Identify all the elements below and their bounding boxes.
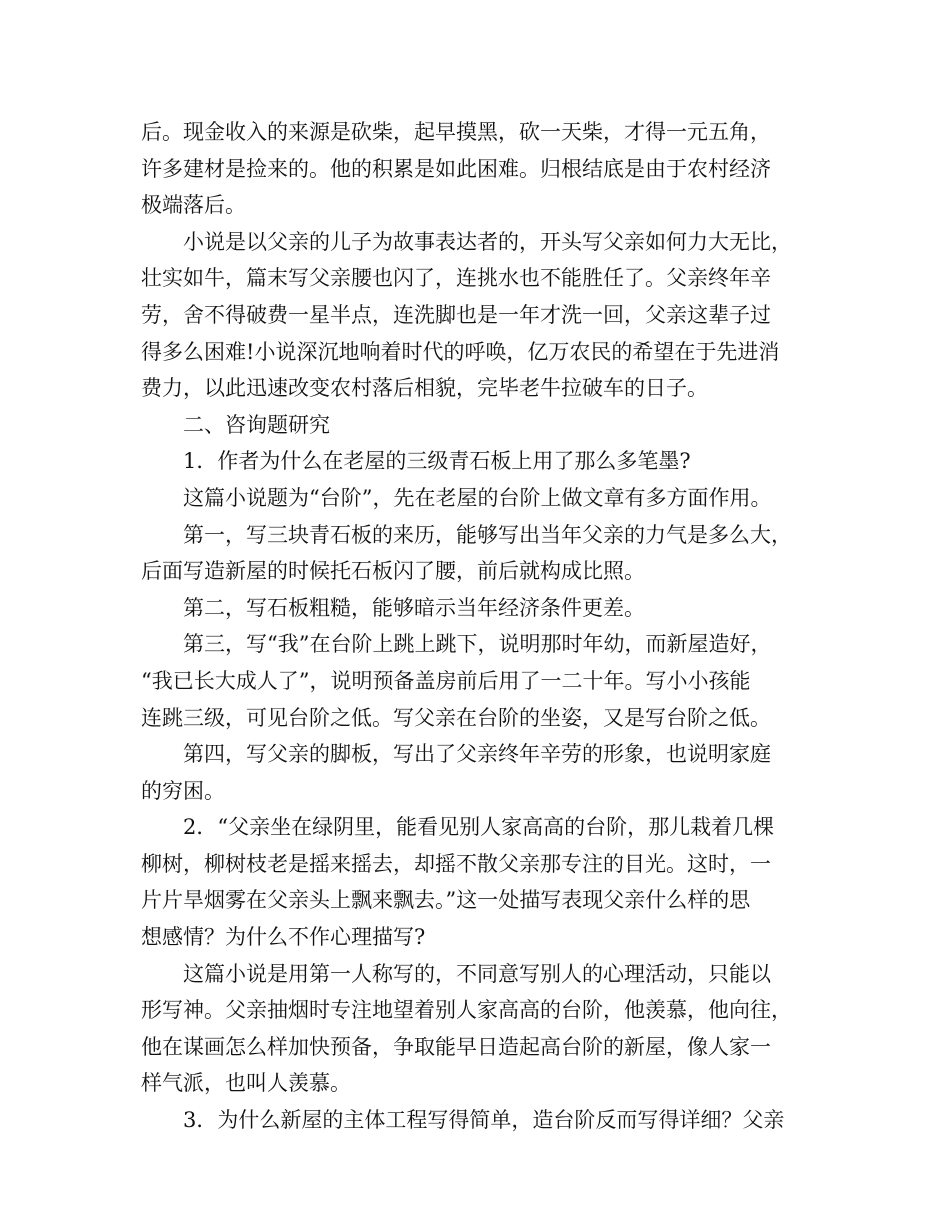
question-3: 3．为什么新屋的主体工程写得简单，造台阶反而写得详细？父亲 xyxy=(183,1108,785,1133)
text-line-25: 形写神。父亲抽烟时专注地望着别人家高高的台阶，他羡慕，他向往， xyxy=(141,998,792,1023)
text-line-4: 小说是以父亲的儿子为故事表达者的，开头写父亲如何力大无比， xyxy=(183,229,792,254)
section-heading: 二、咨询题研究 xyxy=(183,412,330,437)
text-line-1: 后。现金收入的来源是砍柴，起早摸黑，砍一天柴，才得一元五角， xyxy=(141,120,771,144)
text-line-16: “我已长大成人了”，说明预备盖房前后用了一二十年。写小小孩能 xyxy=(141,668,751,693)
text-line-3: 极端落后。 xyxy=(141,193,246,218)
text-line-2: 许多建材是捡来的。他的积累是如此困难。归根结底是由于农村经济 xyxy=(141,156,771,181)
text-line-7: 得多么困难!小说深沉地响着时代的呼唤，亿万农民的希望在于先进消 xyxy=(141,339,780,364)
text-line-14: 第二，写石板粗糙，能够暗示当年经济条件更差。 xyxy=(183,595,645,620)
text-line-19: 的穷困。 xyxy=(141,778,225,803)
text-line-24: 这篇小说是用第一人称写的，不同意写别人的心理活动，只能以 xyxy=(183,961,771,986)
text-line-5: 壮实如牛，篇末写父亲腰也闪了，连挑水也不能胜任了。父亲终年辛 xyxy=(141,266,771,291)
text-line-23: 想感情？为什么不作心理描写? xyxy=(141,925,426,950)
question-1: 1．作者为什么在老屋的三级青石板上用了那么多笔墨? xyxy=(183,449,691,474)
text-line-13: 后面写造新屋的时候托石板闪了腰，前后就构成比照。 xyxy=(141,559,645,584)
text-line-21: 柳树，柳树枝老是摇来摇去，却摇不散父亲那专注的目光。这时，一 xyxy=(141,851,771,876)
question-2: 2．“父亲坐在绿阴里，能看见别人家高高的台阶，那儿栽着几棵 xyxy=(183,815,775,840)
text-line-17: 连跳三级，可见台阶之低。写父亲在台阶的坐姿，又是写台阶之低。 xyxy=(141,705,771,730)
text-line-22: 片片旱烟雾在父亲头上飘来飘去。”这一处描写表现父亲什么样的思 xyxy=(141,888,751,913)
text-line-27: 样气派，也叫人羡慕。 xyxy=(141,1071,351,1096)
text-line-26: 他在谋画怎么样加快预备，争取能早日造起高台阶的新屋，像人家一 xyxy=(141,1034,771,1059)
text-line-15: 第三，写“我”在台阶上跳上跳下，说明那时年幼，而新屋造好， xyxy=(183,632,772,657)
body-text xyxy=(141,114,821,1139)
text-line-8: 费力，以此迅速改变农村落后相貌，完毕老牛拉破车的日子。 xyxy=(141,376,708,401)
text-line-12: 第一，写三块青石板的来历，能够写出当年父亲的力气是多么大， xyxy=(183,522,792,547)
text-line-11: 这篇小说题为“台阶”，先在老屋的台阶上做文章有多方面作用。 xyxy=(183,485,772,510)
text-line-18: 第四，写父亲的脚板，写出了父亲终年辛劳的形象，也说明家庭 xyxy=(183,742,771,767)
text-line-6: 劳，舍不得破费一星半点，连洗脚也是一年才洗一回，父亲这辈子过 xyxy=(141,302,771,327)
